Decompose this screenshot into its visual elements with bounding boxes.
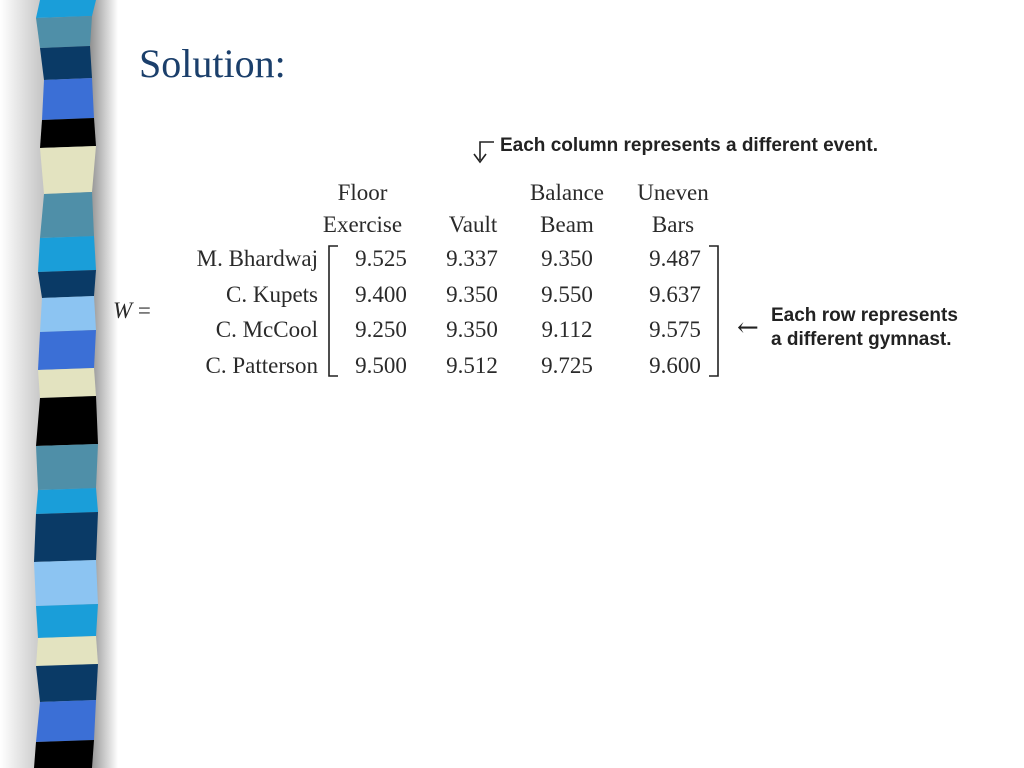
matrix-left-bracket — [326, 244, 342, 380]
matrix-variable-label — [113, 299, 151, 322]
matrix-cell: 9.550 — [541, 282, 593, 307]
row-label-m-bhardwaj: M. Bhardwaj — [196, 246, 318, 271]
matrix-cell: 9.512 — [446, 353, 498, 378]
row-label-c-kupets: C. Kupets — [226, 282, 318, 307]
column-header-line2: Bars — [651, 212, 695, 237]
column-header-line2: Exercise — [322, 212, 403, 237]
column-header-line2: Beam — [540, 212, 594, 237]
row-annotation-line2: a different gymnast. — [771, 329, 952, 350]
matrix-cell: 9.112 — [541, 317, 593, 342]
matrix-cell: 9.725 — [541, 353, 593, 378]
column-header-line1 — [437, 181, 509, 204]
row-label-c-mccool: C. McCool — [215, 317, 318, 342]
column-annotation: Each column represents a different event. — [500, 135, 879, 156]
matrix-cell: 9.400 — [355, 282, 407, 307]
equals-sign: = — [137, 298, 151, 323]
matrix-variable: W — [113, 298, 133, 323]
column-header-line1: Uneven — [637, 180, 709, 205]
row-arrow-icon: ← — [737, 313, 759, 343]
decorative-stripe-band — [0, 0, 118, 768]
column-header-floor-exercise — [305, 181, 420, 236]
row-label-c-patterson: C. Patterson — [205, 353, 318, 378]
matrix-cell: 9.487 — [649, 246, 701, 271]
column-header-line1: Floor — [337, 180, 388, 205]
matrix-cell: 9.637 — [649, 282, 701, 307]
matrix-cell: 9.500 — [355, 353, 407, 378]
matrix-cell: 9.350 — [541, 246, 593, 271]
matrix-cell: 9.337 — [446, 246, 498, 271]
matrix-cell: 9.575 — [649, 317, 701, 342]
column-header-uneven-bars — [625, 181, 721, 236]
matrix-cell: 9.250 — [355, 317, 407, 342]
column-arrow-icon — [468, 138, 498, 171]
column-header-line2: Vault — [448, 212, 498, 237]
matrix-cell: 9.525 — [355, 246, 407, 271]
column-header-vault — [437, 181, 509, 236]
column-header-balance-beam — [517, 181, 617, 236]
column-header-line1: Balance — [529, 180, 605, 205]
matrix-cell: 9.600 — [649, 353, 701, 378]
row-annotation — [771, 304, 958, 352]
matrix-cell: 9.350 — [446, 317, 498, 342]
matrix-cell: 9.350 — [446, 282, 498, 307]
row-annotation-line1: Each row represents — [771, 305, 958, 326]
slide-title: Solution: — [139, 41, 286, 86]
